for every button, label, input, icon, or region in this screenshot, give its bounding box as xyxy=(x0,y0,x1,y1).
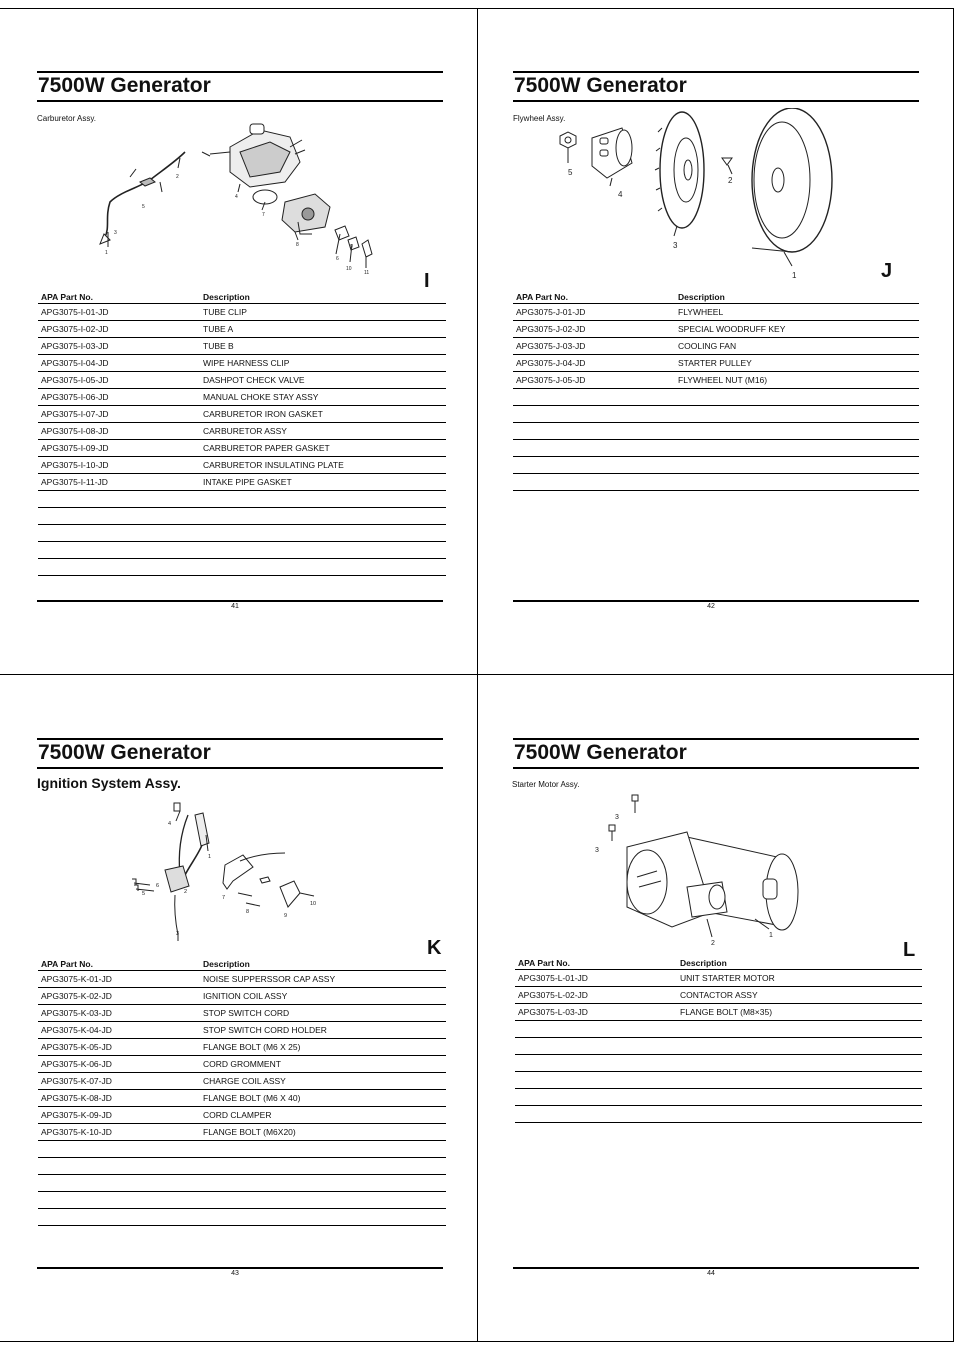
empty-cell xyxy=(200,1192,446,1209)
empty-cell xyxy=(200,1209,446,1226)
part-number-cell: APG3075-K-02-JD xyxy=(38,988,200,1005)
description-cell: CARBURETOR INSULATING PLATE xyxy=(200,457,446,474)
empty-cell xyxy=(515,1055,677,1072)
callout-2: 2 xyxy=(176,174,179,180)
table-row xyxy=(38,355,446,372)
callout-2: 2 xyxy=(184,889,188,895)
footer-rule xyxy=(37,600,443,602)
title-rule-top xyxy=(37,738,443,740)
description-cell: FLANGE BOLT (M8×35) xyxy=(677,1004,922,1021)
description-cell: FLANGE BOLT (M6 X 25) xyxy=(200,1039,446,1056)
description-cell: STOP SWITCH CORD HOLDER xyxy=(200,1022,446,1039)
callout-7: 7 xyxy=(262,212,265,218)
callout-8: 8 xyxy=(246,909,250,915)
section-letter: J xyxy=(881,260,893,282)
callout-3: 3 xyxy=(673,241,678,250)
part-number-cell: APG3075-K-04-JD xyxy=(38,1022,200,1039)
section-subtitle: Ignition System Assy. xyxy=(37,775,181,791)
description-cell: FLANGE BOLT (M6 X 40) xyxy=(200,1090,446,1107)
part-number-cell: APG3075-I-06-JD xyxy=(38,389,200,406)
callout-4: 4 xyxy=(618,190,623,199)
page-title: 7500W Generator xyxy=(514,74,687,97)
section-subtitle: Carburetor Assy. xyxy=(37,114,96,123)
table-row-empty xyxy=(515,1072,922,1089)
parts-table xyxy=(38,957,446,1226)
callout-5: 5 xyxy=(568,168,573,177)
empty-cell xyxy=(200,1158,446,1175)
table-row xyxy=(38,406,446,423)
empty-cell xyxy=(38,559,200,576)
empty-cell xyxy=(513,474,675,491)
section-letter: K xyxy=(427,937,442,959)
carburetor-exploded-diagram xyxy=(90,122,390,282)
table-row-empty xyxy=(38,525,446,542)
empty-cell xyxy=(677,1106,922,1123)
parts-table-body xyxy=(513,304,919,491)
callout-6: 6 xyxy=(336,256,339,262)
empty-cell xyxy=(38,525,200,542)
part-number-cell: APG3075-K-09-JD xyxy=(38,1107,200,1124)
description-cell: TUBE A xyxy=(200,321,446,338)
page-number: 43 xyxy=(231,1270,239,1277)
table-row-empty xyxy=(38,508,446,525)
page-title: 7500W Generator xyxy=(514,741,687,764)
part-number-cell: APG3075-K-07-JD xyxy=(38,1073,200,1090)
table-row xyxy=(38,1090,446,1107)
empty-cell xyxy=(38,1158,200,1175)
empty-cell xyxy=(38,1209,200,1226)
description-cell: DASHPOT CHECK VALVE xyxy=(200,372,446,389)
callout-7: 7 xyxy=(222,895,226,901)
table-row xyxy=(38,1039,446,1056)
part-number-cell: APG3075-K-03-JD xyxy=(38,1005,200,1022)
page-panel-flywheel xyxy=(477,0,954,667)
page-number: 42 xyxy=(707,603,715,610)
column-header-description: Description xyxy=(200,957,446,971)
table-row-empty xyxy=(513,457,919,474)
empty-cell xyxy=(200,1141,446,1158)
table-row xyxy=(515,970,922,987)
empty-cell xyxy=(38,491,200,508)
empty-cell xyxy=(677,1055,922,1072)
table-row-empty xyxy=(38,1209,446,1226)
footer-rule xyxy=(37,1267,443,1269)
parts-table-body xyxy=(38,971,446,1226)
empty-cell xyxy=(200,508,446,525)
empty-cell xyxy=(38,542,200,559)
table-row-empty xyxy=(515,1038,922,1055)
starter-motor-exploded-diagram xyxy=(587,787,807,947)
empty-cell xyxy=(515,1106,677,1123)
column-header-part-no: APA Part No. xyxy=(38,957,200,971)
title-rule-bottom xyxy=(37,767,443,769)
empty-cell xyxy=(513,406,675,423)
callout-10: 10 xyxy=(310,901,317,907)
part-number-cell: APG3075-L-02-JD xyxy=(515,987,677,1004)
column-header-description: Description xyxy=(675,290,919,304)
description-cell: SPECIAL WOODRUFF KEY xyxy=(675,321,919,338)
title-rule-top xyxy=(513,738,919,740)
description-cell: COOLING FAN xyxy=(675,338,919,355)
flywheel-exploded-diagram xyxy=(552,108,852,283)
table-header-row xyxy=(38,290,446,304)
empty-cell xyxy=(38,1175,200,1192)
description-cell: FLANGE BOLT (M6X20) xyxy=(200,1124,446,1141)
page-number: 41 xyxy=(231,603,239,610)
part-number-cell: APG3075-L-03-JD xyxy=(515,1004,677,1021)
empty-cell xyxy=(38,1192,200,1209)
ignition-exploded-diagram xyxy=(120,795,330,945)
table-row xyxy=(513,338,919,355)
empty-cell xyxy=(200,1175,446,1192)
part-number-cell: APG3075-K-06-JD xyxy=(38,1056,200,1073)
description-cell: UNIT STARTER MOTOR xyxy=(677,970,922,987)
callout-1: 1 xyxy=(769,932,773,939)
table-row xyxy=(38,338,446,355)
part-number-cell: APG3075-I-05-JD xyxy=(38,372,200,389)
description-cell: INTAKE PIPE GASKET xyxy=(200,474,446,491)
table-row xyxy=(38,1056,446,1073)
table-row xyxy=(38,971,446,988)
empty-cell xyxy=(513,440,675,457)
callout-3: 3 xyxy=(114,230,117,236)
callout-9: 9 xyxy=(350,244,353,250)
empty-cell xyxy=(200,525,446,542)
callout-9: 9 xyxy=(284,913,288,919)
title-rule-top xyxy=(513,71,919,73)
callout-1: 1 xyxy=(792,271,797,280)
section-subtitle: Flywheel Assy. xyxy=(513,114,566,123)
title-rule-bottom xyxy=(37,100,443,102)
page-title: 7500W Generator xyxy=(38,74,211,97)
callout-4: 4 xyxy=(235,194,238,200)
table-row xyxy=(513,321,919,338)
part-number-cell: APG3075-I-07-JD xyxy=(38,406,200,423)
empty-cell xyxy=(675,423,919,440)
table-row-empty xyxy=(38,1192,446,1209)
parts-table xyxy=(515,956,922,1123)
page-panel-starter-motor xyxy=(477,667,954,1334)
callout-1: 1 xyxy=(105,250,108,256)
empty-cell xyxy=(675,406,919,423)
description-cell: WIPE HARNESS CLIP xyxy=(200,355,446,372)
description-cell: NOISE SUPPERSSOR CAP ASSY xyxy=(200,971,446,988)
part-number-cell: APG3075-K-05-JD xyxy=(38,1039,200,1056)
table-row-empty xyxy=(513,474,919,491)
table-row xyxy=(38,321,446,338)
empty-cell xyxy=(515,1021,677,1038)
table-header-row xyxy=(515,956,922,970)
callout-6: 6 xyxy=(156,883,160,889)
table-row xyxy=(515,987,922,1004)
table-row xyxy=(38,988,446,1005)
part-number-cell: APG3075-J-03-JD xyxy=(513,338,675,355)
callout-3-upper: 3 xyxy=(615,814,619,821)
description-cell: CARBURETOR PAPER GASKET xyxy=(200,440,446,457)
empty-cell xyxy=(675,389,919,406)
title-rule-bottom xyxy=(513,100,919,102)
part-number-cell: APG3075-I-01-JD xyxy=(38,304,200,321)
table-row xyxy=(38,389,446,406)
table-row-empty xyxy=(38,491,446,508)
description-cell: CARBURETOR IRON GASKET xyxy=(200,406,446,423)
part-number-cell: APG3075-I-02-JD xyxy=(38,321,200,338)
part-number-cell: APG3075-K-10-JD xyxy=(38,1124,200,1141)
column-header-part-no: APA Part No. xyxy=(515,956,677,970)
table-row xyxy=(513,304,919,321)
description-cell: STOP SWITCH CORD xyxy=(200,1005,446,1022)
table-row-empty xyxy=(38,542,446,559)
empty-cell xyxy=(513,457,675,474)
empty-cell xyxy=(515,1038,677,1055)
empty-cell xyxy=(675,440,919,457)
callout-3: 3 xyxy=(176,931,180,937)
callout-2: 2 xyxy=(711,940,715,947)
empty-cell xyxy=(677,1021,922,1038)
empty-cell xyxy=(200,559,446,576)
callout-5: 5 xyxy=(142,204,145,210)
table-row xyxy=(513,355,919,372)
empty-cell xyxy=(677,1072,922,1089)
parts-table xyxy=(38,290,446,576)
empty-cell xyxy=(38,1141,200,1158)
parts-table xyxy=(513,290,919,491)
page-panel-carburetor xyxy=(0,0,477,667)
description-cell: FLYWHEEL NUT (M16) xyxy=(675,372,919,389)
empty-cell xyxy=(513,423,675,440)
empty-cell xyxy=(515,1072,677,1089)
section-letter: I xyxy=(424,270,430,292)
part-number-cell: APG3075-I-10-JD xyxy=(38,457,200,474)
table-row-empty xyxy=(38,559,446,576)
table-row xyxy=(38,1107,446,1124)
callout-1: 1 xyxy=(208,854,212,860)
table-row xyxy=(38,372,446,389)
table-row-empty xyxy=(513,423,919,440)
table-row xyxy=(38,457,446,474)
footer-rule xyxy=(513,600,919,602)
table-row xyxy=(38,423,446,440)
description-cell: MANUAL CHOKE STAY ASSY xyxy=(200,389,446,406)
description-cell: CHARGE COIL ASSY xyxy=(200,1073,446,1090)
table-row-empty xyxy=(515,1055,922,1072)
table-row xyxy=(515,1004,922,1021)
title-rule-bottom xyxy=(513,767,919,769)
table-row-empty xyxy=(515,1106,922,1123)
callout-2: 2 xyxy=(728,176,733,185)
callout-4: 4 xyxy=(168,821,172,827)
empty-cell xyxy=(38,508,200,525)
description-cell: CONTACTOR ASSY xyxy=(677,987,922,1004)
footer-rule xyxy=(513,1267,919,1269)
empty-cell xyxy=(200,542,446,559)
table-row-empty xyxy=(515,1089,922,1106)
column-header-part-no: APA Part No. xyxy=(38,290,200,304)
table-row xyxy=(38,474,446,491)
part-number-cell: APG3075-K-01-JD xyxy=(38,971,200,988)
table-row-empty xyxy=(513,389,919,406)
table-row xyxy=(38,1073,446,1090)
title-rule-top xyxy=(37,71,443,73)
column-header-description: Description xyxy=(200,290,446,304)
description-cell: TUBE B xyxy=(200,338,446,355)
empty-cell xyxy=(515,1089,677,1106)
column-header-description: Description xyxy=(677,956,922,970)
description-cell: TUBE CLIP xyxy=(200,304,446,321)
column-header-part-no: APA Part No. xyxy=(513,290,675,304)
parts-table-body xyxy=(38,304,446,576)
callout-3: 3 xyxy=(595,847,599,854)
part-number-cell: APG3075-I-08-JD xyxy=(38,423,200,440)
description-cell: CARBURETOR ASSY xyxy=(200,423,446,440)
table-row xyxy=(38,304,446,321)
parts-table-body xyxy=(515,970,922,1123)
description-cell: IGNITION COIL ASSY xyxy=(200,988,446,1005)
part-number-cell: APG3075-I-03-JD xyxy=(38,338,200,355)
callout-10: 10 xyxy=(346,266,352,272)
empty-cell xyxy=(677,1038,922,1055)
table-row-empty xyxy=(513,440,919,457)
table-row xyxy=(38,440,446,457)
table-row xyxy=(38,1124,446,1141)
table-row-empty xyxy=(38,1175,446,1192)
page-title: 7500W Generator xyxy=(38,741,211,764)
empty-cell xyxy=(513,389,675,406)
callout-8: 8 xyxy=(296,242,299,248)
empty-cell xyxy=(675,474,919,491)
section-letter: L xyxy=(903,939,916,961)
table-header-row xyxy=(38,957,446,971)
part-number-cell: APG3075-I-04-JD xyxy=(38,355,200,372)
part-number-cell: APG3075-L-01-JD xyxy=(515,970,677,987)
table-row-empty xyxy=(515,1021,922,1038)
callout-11: 11 xyxy=(364,270,370,276)
description-cell: STARTER PULLEY xyxy=(675,355,919,372)
table-row xyxy=(38,1022,446,1039)
part-number-cell: APG3075-J-04-JD xyxy=(513,355,675,372)
description-cell: FLYWHEEL xyxy=(675,304,919,321)
part-number-cell: APG3075-I-11-JD xyxy=(38,474,200,491)
part-number-cell: APG3075-J-05-JD xyxy=(513,372,675,389)
table-header-row xyxy=(513,290,919,304)
page-number: 44 xyxy=(707,1270,715,1277)
page-panel-ignition xyxy=(0,667,477,1334)
part-number-cell: APG3075-K-08-JD xyxy=(38,1090,200,1107)
description-cell: CORD GROMMENT xyxy=(200,1056,446,1073)
empty-cell xyxy=(675,457,919,474)
empty-cell xyxy=(200,491,446,508)
part-number-cell: APG3075-J-02-JD xyxy=(513,321,675,338)
part-number-cell: APG3075-I-09-JD xyxy=(38,440,200,457)
empty-cell xyxy=(677,1089,922,1106)
description-cell: CORD CLAMPER xyxy=(200,1107,446,1124)
part-number-cell: APG3075-J-01-JD xyxy=(513,304,675,321)
section-subtitle: Starter Motor Assy. xyxy=(512,780,580,789)
table-row-empty xyxy=(38,1141,446,1158)
table-row-empty xyxy=(38,1158,446,1175)
table-row xyxy=(38,1005,446,1022)
table-row xyxy=(513,372,919,389)
table-row-empty xyxy=(513,406,919,423)
callout-5: 5 xyxy=(142,891,146,897)
